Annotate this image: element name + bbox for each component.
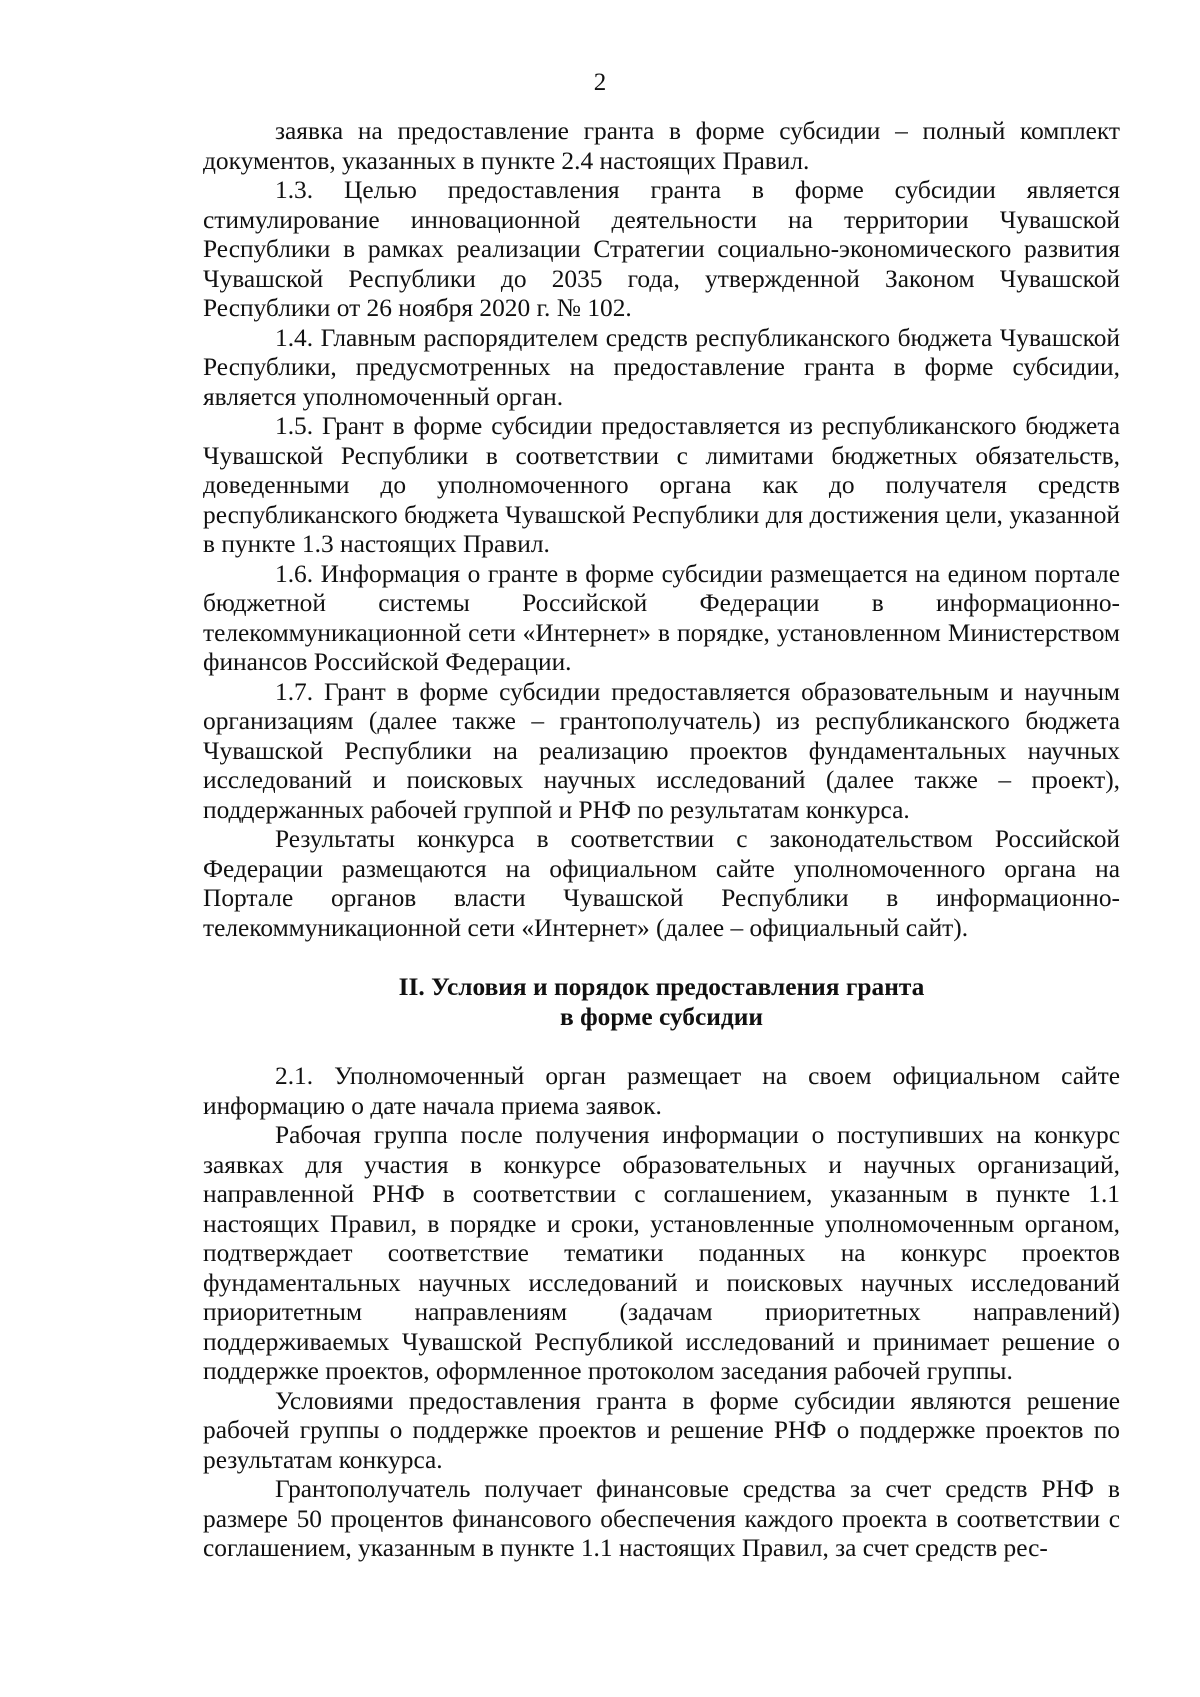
paragraph-2-1: 2.1. Уполномоченный орган размещает на своем официальном сайте информацию о дате начала приема заявок. <box>203 1062 1120 1120</box>
section-2-heading-line1: II. Условия и порядок предоставления гранта <box>398 973 925 1001</box>
paragraph-application-definition: заявка на предоставление гранта в форме субсидии – полный комплект документов, указанных в пункте 2.4 настоящих Правил. <box>203 117 1120 175</box>
paragraph-contest-results: Результаты конкурса в соответствии с законодательством Российской Федерации размещаются на официальном сайте уполномоченного органа на Портале органов власти Чувашской Республики в информационно-телекоммуникационной сети «Интернет» (далее – официальный сайт). <box>203 825 1120 942</box>
paragraph-grant-recipient-funding: Грантополучатель получает финансовые средства за счет средств РНФ в размере 50 процентов финансового обеспечения каждого проекта в соответствии с соглашением, указанным в пункте 1.1 настоящих Правил, за счет средств рес- <box>203 1475 1120 1562</box>
paragraph-grant-conditions: Условиями предоставления гранта в форме субсидии являются решение рабочей группы о поддержке проектов и решение РНФ о поддержке проектов по результатам конкурса. <box>203 1386 1120 1474</box>
paragraph-working-group: Рабочая группа после получения информации о поступивших на конкурс заявках для участия в конкурсе образовательных и научных организаций, направленной РНФ в соответствии с соглашением, указанным в пункте 1.1 настоящих Правил, в порядке и сроки, установленные уполномоченным органом, подтверждает соответствие тематики поданных на конкурс проектов фундаментальных научных исследований и поисковых научных исследований приоритетным направлениям (задачам приоритетных направлений) поддерживаемых Чувашской Республикой исследований и принимает решение о поддержке проектов, оформленное протоколом заседания рабочей группы. <box>203 1121 1120 1385</box>
paragraph-1-6: 1.6. Информация о гранте в форме субсидии размещается на едином портале бюджетной системы Российской Федерации в информационно-телекоммуникационной сети «Интернет» в порядке, установленном Министерством финансов Российской Федерации. <box>203 559 1120 676</box>
paragraph-1-4: 1.4. Главным распорядителем средств республиканского бюджета Чувашской Республики, предусмотренных на предоставление гранта в форме субсидии, является уполномоченный орган. <box>203 323 1120 411</box>
document-body <box>203 117 1120 1564</box>
section-2-heading-line2: в форме субсидии <box>560 1002 763 1031</box>
section-2-heading <box>203 973 1120 1032</box>
paragraph-1-5: 1.5. Грант в форме субсидии предоставляется из республиканского бюджета Чувашской Республики в соответствии с лимитами бюджетных обязательств, доведенными до уполномоченного органа как до получателя средств республиканского бюджета Чувашской Республики для достижения цели, указанной в пункте 1.3 настоящих Правил. <box>203 412 1120 558</box>
paragraph-1-7: 1.7. Грант в форме субсидии предоставляется образовательным и научным организациям (далее также – грантополучатель) из республиканского бюджета Чувашской Республики на реализацию проектов фундаментальных научных исследований и поисковых научных исследований (далее также – проект), поддержанных рабочей группой и РНФ по результатам конкурса. <box>203 677 1120 824</box>
page-number: 2 <box>593 69 607 96</box>
paragraph-1-3: 1.3. Целью предоставления гранта в форме субсидии является стимулирование инновационной деятельности на территории Чувашской Республики в рамках реализации Стратегии социально-экономического развития Чувашской Республики до 2035 года, утвержденной Законом Чувашской Республики от 26 ноября 2020 г. № 102. <box>203 176 1120 322</box>
